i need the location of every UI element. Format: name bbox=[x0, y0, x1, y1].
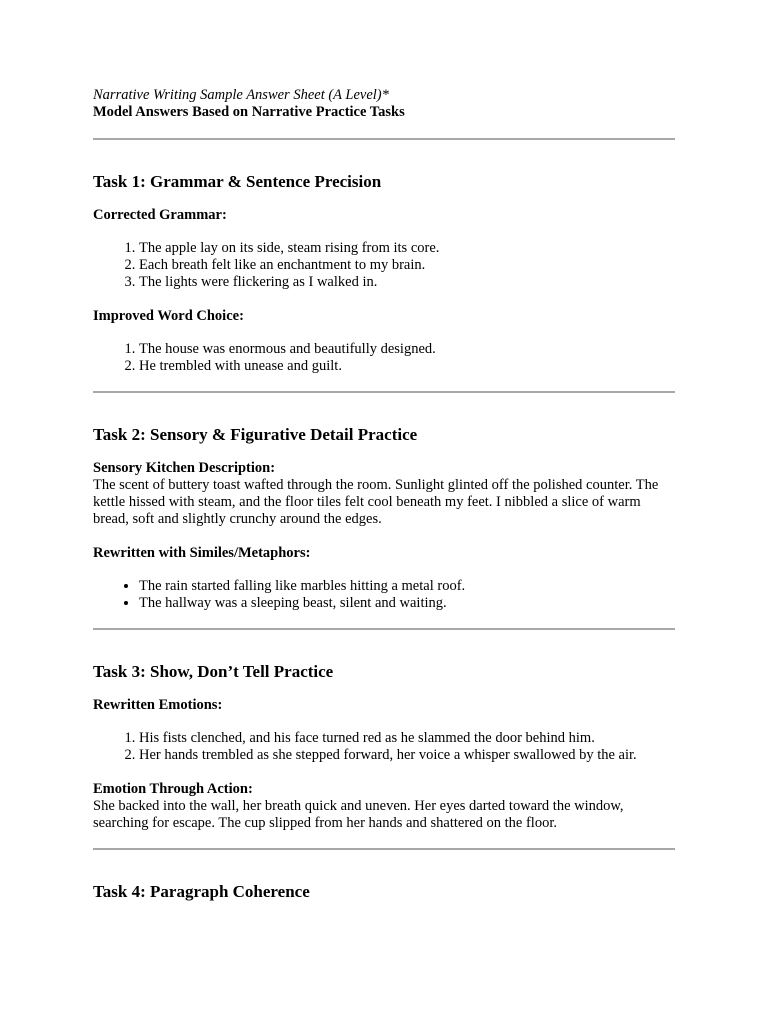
list-item: 3. The lights were flickering as I walked in. bbox=[139, 274, 675, 291]
task-1-heading: Task 1: Grammar & Sentence Precision bbox=[93, 172, 382, 191]
corrected-grammar-label: Corrected Grammar: bbox=[93, 207, 227, 223]
improved-word-choice-list bbox=[93, 341, 675, 375]
sensory-description-text: The scent of buttery toast wafted through the room. Sunlight glinted off the polished counter. The kettle hissed with steam, and the floor tiles felt cool beneath my feet. I nibbled a slice of warm bread, soft and slightly crunchy around the edges. bbox=[93, 477, 659, 527]
rewritten-emotions-label: Rewritten Emotions: bbox=[93, 697, 223, 713]
list-item: • The rain started falling like marbles hitting a metal roof. bbox=[139, 578, 675, 595]
emotion-through-action-text: She backed into the wall, her breath quick and uneven. Her eyes darted toward the window, searching for escape. The cup slipped from her hands and shattered on the floor. bbox=[93, 798, 624, 831]
list-item: • The hallway was a sleeping beast, silent and waiting. bbox=[139, 595, 675, 612]
emotion-through-action-label: Emotion Through Action: bbox=[93, 781, 253, 797]
corrected-grammar-list bbox=[93, 240, 675, 291]
document-page bbox=[93, 87, 675, 902]
list-item: 2. Her hands trembled as she stepped forward, her voice a whisper swallowed by the air. bbox=[139, 747, 675, 764]
task-4-section bbox=[93, 882, 675, 902]
task-3-heading: Task 3: Show, Don’t Tell Practice bbox=[93, 662, 334, 681]
improved-word-choice-label: Improved Word Choice: bbox=[93, 308, 244, 324]
document-subtitle: Model Answers Based on Narrative Practice Tasks bbox=[93, 104, 405, 120]
section-divider bbox=[93, 138, 675, 140]
section-divider bbox=[93, 848, 675, 850]
list-item: 2. He trembled with unease and guilt. bbox=[139, 358, 675, 375]
list-item: 1. The house was enormous and beautifully designed. bbox=[139, 341, 675, 358]
task-2-section bbox=[93, 425, 675, 612]
list-item: 1. The apple lay on its side, steam rising from its core. bbox=[139, 240, 675, 257]
task-2-heading: Task 2: Sensory & Figurative Detail Practice bbox=[93, 425, 418, 444]
task-4-heading: Task 4: Paragraph Coherence bbox=[93, 882, 310, 901]
sensory-description-label: Sensory Kitchen Description: bbox=[93, 460, 276, 476]
similes-metaphors-label: Rewritten with Similes/Metaphors: bbox=[93, 545, 311, 561]
rewritten-emotions-list bbox=[93, 730, 675, 764]
similes-metaphors-list bbox=[93, 578, 675, 612]
section-divider bbox=[93, 628, 675, 630]
section-divider bbox=[93, 391, 675, 393]
task-3-section bbox=[93, 662, 675, 832]
document-title: Narrative Writing Sample Answer Sheet (A Level)* bbox=[93, 87, 389, 103]
list-item: 2. Each breath felt like an enchantment to my brain. bbox=[139, 257, 675, 274]
list-item: 1. His fists clenched, and his face turned red as he slammed the door behind him. bbox=[139, 730, 675, 747]
task-1-section bbox=[93, 172, 675, 375]
